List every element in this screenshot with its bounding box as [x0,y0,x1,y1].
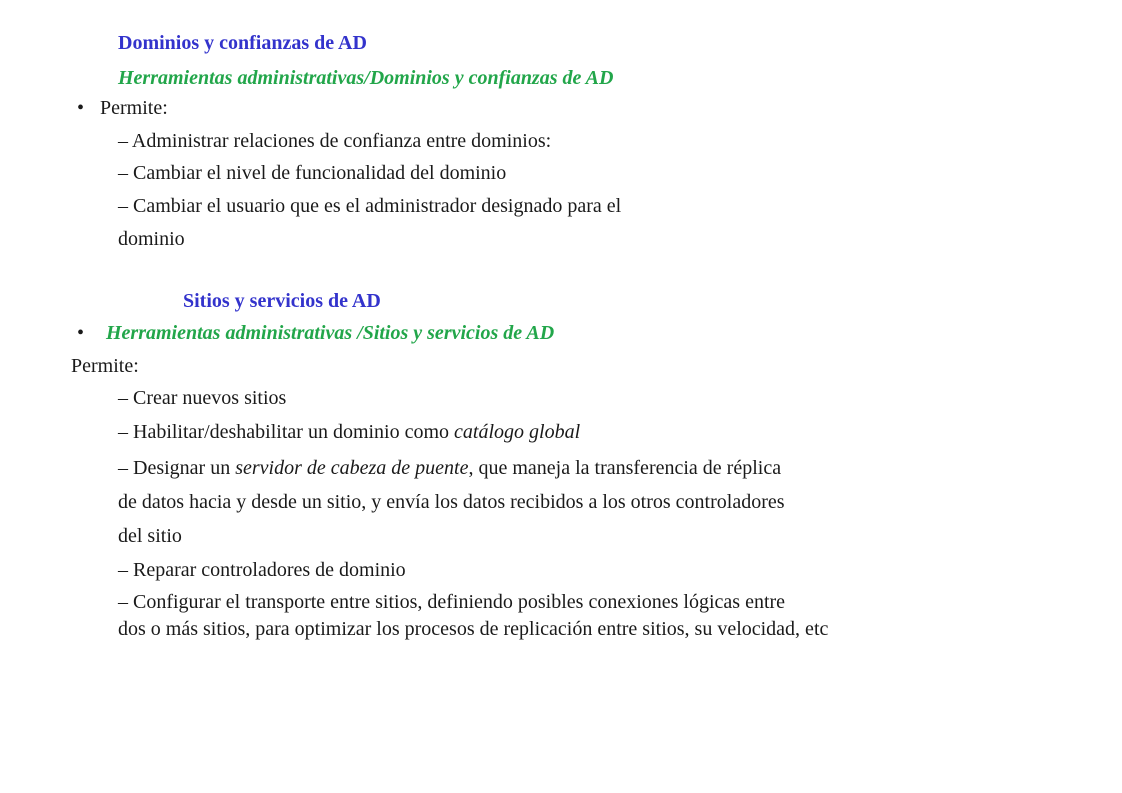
section2-item: – Crear nuevos sitios [118,387,287,409]
section2-intro: Permite: [71,355,139,377]
section1-item: – Administrar relaciones de confianza entre dominios: [118,130,552,152]
section2-item [118,420,580,444]
section2-path: Herramientas administrativas /Sitios y servicios de AD [106,322,555,344]
section1-title: Dominios y confianzas de AD [118,32,367,54]
section2-title: Sitios y servicios de AD [183,290,381,312]
section2-path-line [77,321,554,345]
section2-item-text: – Habilitar/deshabilitar un dominio como [118,421,455,443]
section2-item-emphasis: catálogo global [454,421,581,443]
section1-item: – Cambiar el nivel de funcionalidad del dominio [118,162,507,184]
section2-item-text: – Designar un [118,457,236,479]
section2-item [118,456,781,480]
section1-path: Herramientas administrativas/Dominios y confianzas de AD [118,67,614,89]
section2-item-continuation: de datos hacia y desde un sitio, y envía los datos recibidos a los otros controladores [118,491,785,513]
section2-item-text: , que maneja la transferencia de réplica [468,457,782,479]
section1-intro: Permite: [100,97,168,119]
section1-item: dominio [118,228,185,250]
section2-item: – Reparar controladores de dominio [118,559,406,581]
bullet-icon: • [77,97,85,119]
section2-item-continuation: dos o más sitios, para optimizar los procesos de replicación entre sitios, su velocidad, etc [118,618,829,640]
section1-item: – Cambiar el usuario que es el administrador designado para el [118,195,622,217]
section2-item-emphasis: servidor de cabeza de puente [235,457,469,479]
section1-intro-line [77,96,168,120]
bullet-icon: • [77,322,85,344]
section2-item-continuation: del sitio [118,525,182,547]
section2-item: – Configurar el transporte entre sitios, definiendo posibles conexiones lógicas entre [118,591,786,613]
